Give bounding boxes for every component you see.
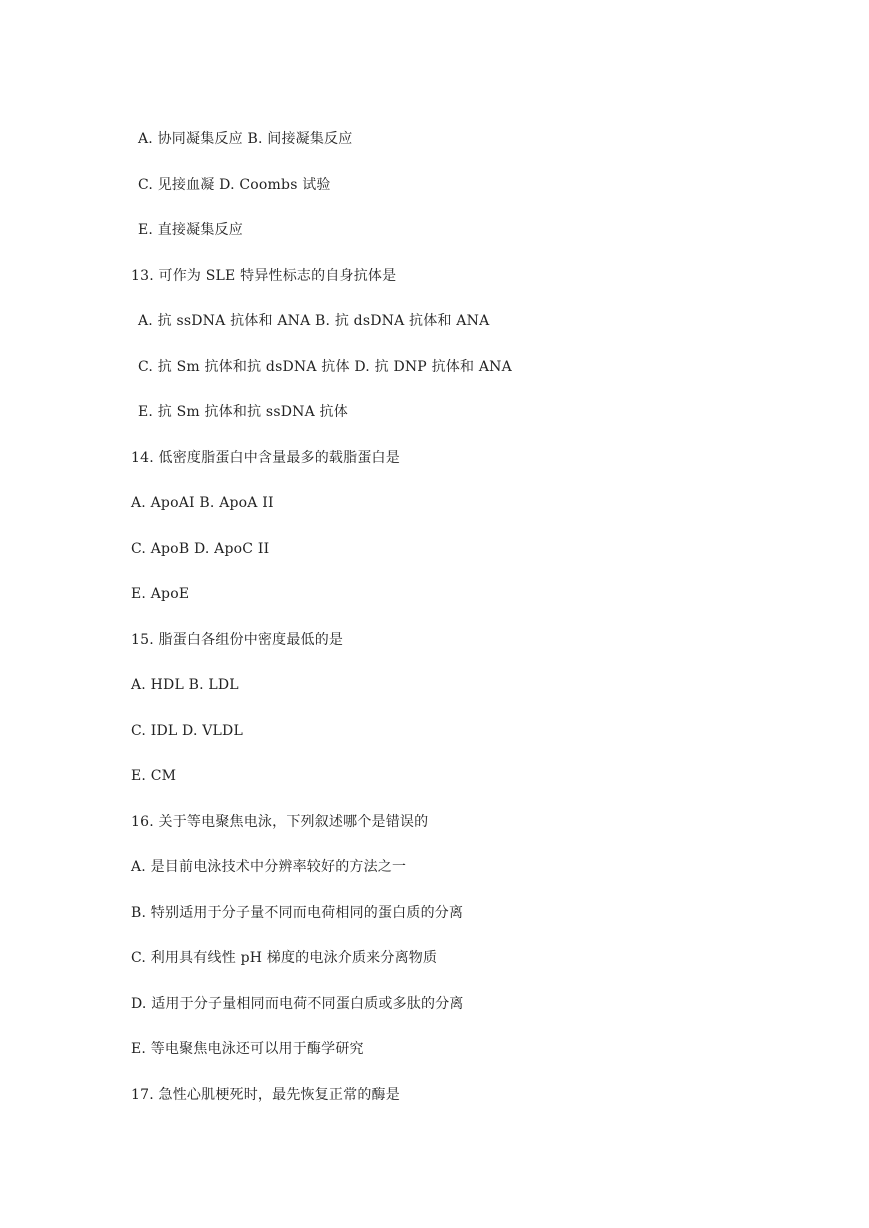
q12-option-e: E. 直接凝集反应 (138, 222, 243, 238)
q17-question: 17. 急性心肌梗死时，最先恢复正常的酶是 (131, 1087, 400, 1103)
q14-option-c-d: C. ApoB D. ApoC II (131, 541, 270, 557)
q14-option-e: E. ApoE (131, 586, 190, 602)
q15-question: 15. 脂蛋白各组份中密度最低的是 (131, 632, 344, 648)
q12-option-a-b: A. 协同凝集反应 B. 间接凝集反应 (138, 131, 353, 147)
q15-option-c-d: C. IDL D. VLDL (131, 723, 243, 739)
q16-option-c: C. 利用具有线性 pH 梯度的电泳介质来分离物质 (131, 950, 438, 966)
q14-question: 14. 低密度脂蛋白中含量最多的载脂蛋白是 (131, 450, 400, 466)
q16-question: 16. 关于等电聚焦电泳，下列叙述哪个是错误的 (131, 814, 429, 830)
q15-option-a-b: A. HDL B. LDL (131, 677, 239, 693)
q13-option-e: E. 抗 Sm 抗体和抗 ssDNA 抗体 (138, 404, 348, 420)
q13-question: 13. 可作为 SLE 特异性标志的自身抗体是 (131, 268, 397, 284)
q14-option-a-b: A. ApoAI B. ApoA II (131, 495, 274, 511)
q16-option-d: D. 适用于分子量相同而电荷不同蛋白质或多肽的分离 (131, 996, 464, 1012)
q12-option-c-d: C. 见接血凝 D. Coombs 试验 (138, 177, 331, 193)
q16-option-e: E. 等电聚焦电泳还可以用于酶学研究 (131, 1041, 364, 1057)
q16-option-a: A. 是目前电泳技术中分辨率较好的方法之一 (131, 859, 407, 875)
q16-option-b: B. 特别适用于分子量不同而电荷相同的蛋白质的分离 (131, 905, 464, 921)
q13-option-a-b: A. 抗 ssDNA 抗体和 ANA B. 抗 dsDNA 抗体和 ANA (138, 313, 490, 329)
q15-option-e: E. CM (131, 768, 177, 784)
q13-option-c-d: C. 抗 Sm 抗体和抗 dsDNA 抗体 D. 抗 DNP 抗体和 ANA (138, 359, 512, 375)
